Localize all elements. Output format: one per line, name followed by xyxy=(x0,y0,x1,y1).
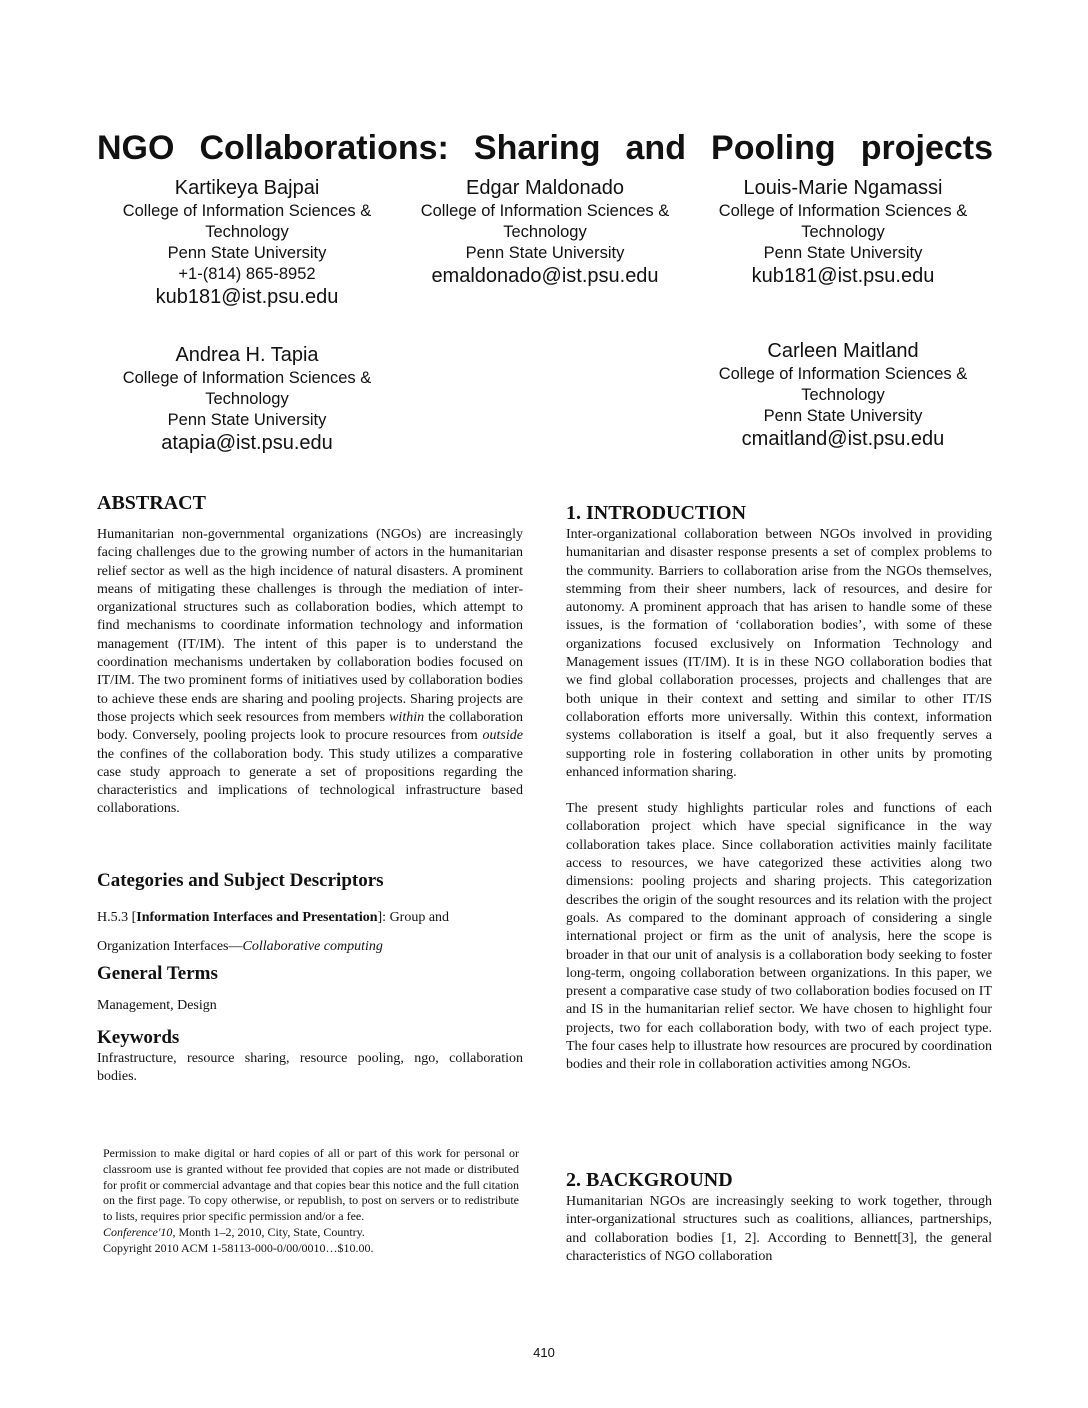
author-name: Carleen Maitland xyxy=(767,340,919,362)
abstract-text: Humanitarian non-governmental organizations (NGOs) are increasingly facing challenges due to the growing number of actors in the humanitarian relief sector as well as the high incidence of natural disasters. A prominent means of mitigating these challenges is through the mediation of inter-organizational structures such as collaboration bodies, which attempt to find mechanisms to coordinate information technology and information management (IT/IM). The intent of this paper is to understand the coordination mechanisms undertaken by collaboration bodies focused on IT/IM. The two prominent forms of initiatives used by collaboration bodies to achieve these ends are sharing and pooling projects. Sharing projects are those projects which seek resources from members within the collaboration body. Conversely, pooling projects look to procure resources from outside the confines of the collaboration body. This study utilizes a comparative case study approach to generate a set of propositions regarding the characteristics and implications of technological infrastructure based collaborations. xyxy=(97,527,523,817)
author-email: kub181@ist.psu.edu xyxy=(751,265,935,287)
author-block-4 xyxy=(97,343,397,456)
author-name: Kartikeya Bajpai xyxy=(174,177,320,199)
keywords-body xyxy=(97,1050,523,1087)
author-name: Louis-Marie Ngamassi xyxy=(743,177,943,199)
author-affiliation: College of Information Sciences & xyxy=(718,365,968,383)
general-terms-text: Management, Design xyxy=(97,998,217,1013)
keywords-heading: Keywords xyxy=(97,1027,180,1048)
categories-line-1: H.5.3 [Information Interfaces and Presentation]: Group and xyxy=(97,910,450,925)
author-affiliation: Technology xyxy=(503,223,587,241)
author-phone: +1-(814) 865-8952 xyxy=(178,265,316,283)
author-university: Penn State University xyxy=(167,411,327,429)
author-affiliation: College of Information Sciences & xyxy=(122,202,372,220)
author-affiliation: College of Information Sciences & xyxy=(122,369,372,387)
abstract-heading: ABSTRACT xyxy=(97,492,206,514)
general-terms-body xyxy=(97,997,523,1015)
author-affiliation: College of Information Sciences & xyxy=(718,202,968,220)
background-body xyxy=(566,1193,992,1266)
introduction-body xyxy=(566,526,992,1075)
introduction-paragraph-2: The present study highlights particular roles and functions of each collaboration project which have special significance in the way collaboration takes place. Since collaboration activities mainly facilitate access to resources, we have categorized these activities along two dimensions: pooling projects and sharing projects. This categorization describes the origin of the sought resources and its relation with the project goals. As compared to the dominant approach of considering a single international project or firm as the unit of analysis, here the scope is broader in that our unit of analysis is a collaboration body seeking to foster long-term, ongoing collaboration between organizations. In this paper, we present a comparative case study of two collaboration bodies focused on IT and IS in the humanitarian relief sector. We have chosen to highlight four projects, two for each collaboration body, with two of each project type. The four cases help to illustrate how resources are procured by coordination bodies and their role in collaboration activities among NGOs. xyxy=(566,801,992,1073)
author-affiliation: Technology xyxy=(205,223,289,241)
author-block-3 xyxy=(693,176,993,289)
author-email: kub181@ist.psu.edu xyxy=(155,286,339,308)
general-terms-heading: General Terms xyxy=(97,963,218,984)
author-name: Andrea H. Tapia xyxy=(175,344,319,366)
author-email: cmaitland@ist.psu.edu xyxy=(741,428,945,450)
conference-line: Conference'10, Month 1–2, 2010, City, State, Country. xyxy=(103,1224,365,1239)
categories-line-2: Organization Interfaces—Collaborative computing xyxy=(97,939,383,954)
keywords-text: Infrastructure, resource sharing, resource pooling, ngo, collaboration bodies. xyxy=(97,1051,523,1085)
background-heading: 2. BACKGROUND xyxy=(566,1169,733,1191)
author-block-5 xyxy=(693,339,993,452)
author-block-2 xyxy=(395,176,695,289)
introduction-paragraph-1: Inter-organizational collaboration between NGOs involved in providing humanitarian and disaster response presents a set of complex problems to the community. Barriers to collaboration arise from the NGOs themselves, stemming from their sheer numbers, lack of resources, and desire for autonomy. A prominent approach that has arisen to handle some of these issues, is the formation of ‘collaboration bodies’, with some of these organizations focused exclusively on Information Technology and Management issues (IT/IM). It is in these NGO collaboration bodies that we find global collaboration processes, projects and challenges that are both unique in their context and setting and similar to other IT/IS collaboration efforts more universally. Within this context, information systems collaboration is itself a goal, but it also frequently serves a supporting role in fostering collaboration in other units by promoting enhanced information sharing. xyxy=(566,527,992,780)
author-email: atapia@ist.psu.edu xyxy=(161,432,333,454)
author-university: Penn State University xyxy=(465,244,625,262)
page-number: 410 xyxy=(533,1345,555,1360)
author-block-1 xyxy=(97,176,397,310)
abstract-body xyxy=(97,526,523,819)
categories-heading: Categories and Subject Descriptors xyxy=(97,870,384,891)
background-paragraph-1: Humanitarian NGOs are increasingly seeking to work together, through inter-organizational structures such as coalitions, alliances, partnerships, and collaboration bodies [1, 2]. According to Bennett[3], the general characteristics of NGO collaboration xyxy=(566,1194,992,1264)
author-email: emaldonado@ist.psu.edu xyxy=(431,265,659,287)
permission-notice xyxy=(103,1146,519,1257)
author-affiliation: College of Information Sciences & xyxy=(420,202,670,220)
permission-text: Permission to make digital or hard copies of all or part of this work for personal or classroom use is granted without fee provided that copies are not made or distributed for profit or commercial advantage and that copies bear this notice and the full citation on the first page. To copy otherwise, or republish, to post on servers or to redistribute to lists, requires prior specific permission and/or a fee. xyxy=(103,1146,519,1224)
author-university: Penn State University xyxy=(763,407,923,425)
introduction-heading: 1. INTRODUCTION xyxy=(566,502,747,524)
paper-title: NGO Collaborations: Sharing and Pooling projects xyxy=(97,129,993,167)
author-affiliation: Technology xyxy=(801,223,885,241)
author-affiliation: Technology xyxy=(801,386,885,404)
author-name: Edgar Maldonado xyxy=(466,177,624,199)
author-university: Penn State University xyxy=(763,244,923,262)
author-affiliation: Technology xyxy=(205,390,289,408)
categories-body xyxy=(97,903,523,961)
copyright-line: Copyright 2010 ACM 1-58113-000-0/00/0010…$10.00. xyxy=(103,1240,374,1255)
author-university: Penn State University xyxy=(167,244,327,262)
